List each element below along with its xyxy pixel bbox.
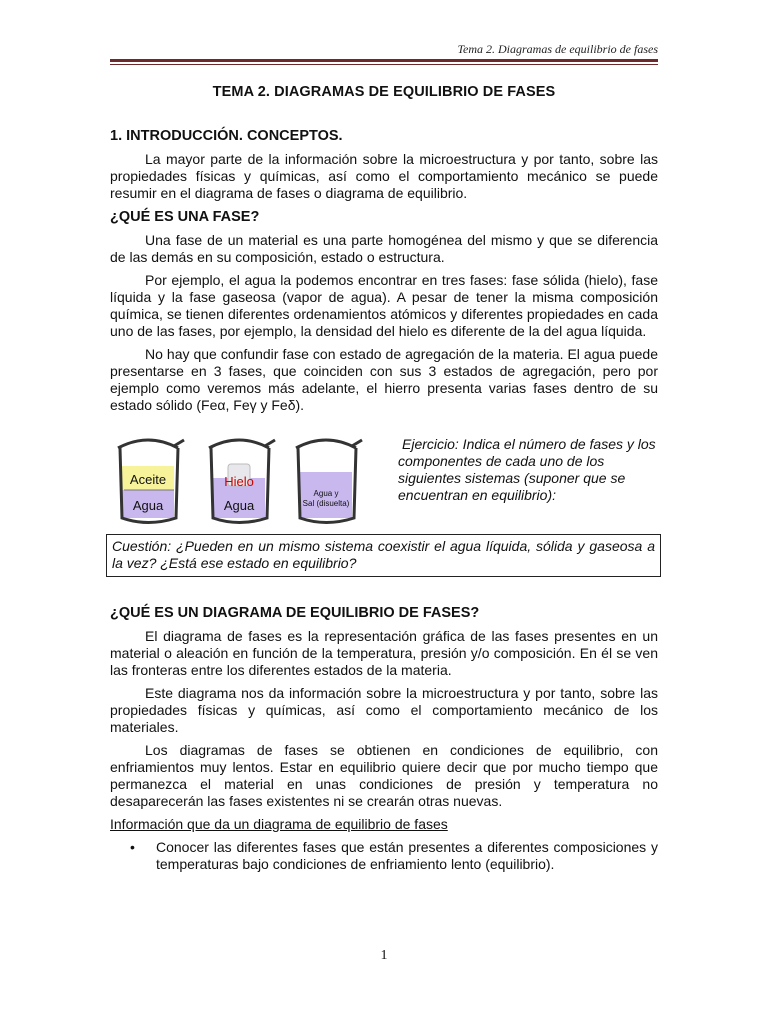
page-content: [110, 84, 658, 873]
beaker-ice-water: [209, 440, 275, 523]
section-heading-fase: ¿QUÉ ES UNA FASE?: [110, 209, 260, 225]
beaker3-label-line1: Agua y: [313, 489, 339, 498]
beaker2-bottom-label: Agua: [223, 498, 255, 513]
beakers-illustration: [112, 426, 394, 528]
beaker-saltwater: [296, 440, 362, 523]
paragraph: Este diagrama nos da información sobre la microestructura y por tanto, sobre las propiedades físicas y químicas, así como el comportamiento mecánico de los materiales.: [110, 685, 658, 735]
exercise-text: Ejercicio: Indica el número de fases y los componentes de cada uno de los siguientes sistemas (suponer que se encuentran en equilibrio):: [398, 436, 656, 503]
subheading-informacion: Información que da un diagrama de equilibrio de fases: [110, 816, 448, 832]
bullet-list: [110, 839, 658, 873]
running-header: Tema 2. Diagramas de equilibrio de fases: [457, 42, 658, 56]
page-number: 1: [380, 948, 388, 963]
paragraph: La mayor parte de la información sobre la microestructura y por tanto, sobre las propiedades físicas y químicas, así como el comportamiento mecánico se puede resumir en el diagrama de fases o diagrama de equilibrio.: [110, 151, 658, 201]
list-item-text: Conocer las diferentes fases que están presentes a diferentes composiciones y temperaturas bajo condiciones de enfriamiento lento (equilibrio).: [156, 839, 658, 872]
paragraph: Los diagramas de fases se obtienen en condiciones de equilibrio, con enfriamientos muy lentos. Estar en equilibrio quiere decir que por mucho tiempo que permanezca el material en unas condiciones de presión y temperatura no desaparecerán las fases existentes ni se crearán otras nuevas.: [110, 742, 658, 809]
beaker3-label-line2: Sal (disuelta): [302, 499, 350, 508]
bullet-icon: •: [130, 839, 135, 855]
section-heading-diagrama: ¿QUÉ ES UN DIAGRAMA DE EQUILIBRIO DE FASES?: [110, 605, 480, 621]
beaker2-top-label: Hielo: [224, 474, 254, 489]
paragraph: Por ejemplo, el agua la podemos encontrar en tres fases: fase sólida (hielo), fase líquida y la fase gaseosa (vapor de agua). A pesar de tener la misma composición química, se tienen diferentes ordenamientos atómicos y diferentes propiedades en cada uno de las fases, por ejemplo, la densidad del hielo es diferente de la del agua líquida.: [110, 272, 658, 339]
section-heading-introduccion: 1. INTRODUCCIÓN. CONCEPTOS.: [110, 128, 343, 144]
header-rule-thin: [110, 64, 658, 65]
document-title: TEMA 2. DIAGRAMAS DE EQUILIBRIO DE FASES: [212, 84, 556, 100]
beaker1-bottom-label: Agua: [132, 498, 164, 513]
beakers-figure: [110, 426, 658, 528]
header-rule-thick: [110, 59, 658, 62]
beaker1-top-label: Aceite: [129, 472, 167, 487]
question-box: Cuestión: ¿Pueden en un mismo sistema coexistir el agua líquida, sólida y gaseosa a la vez? ¿Está ese estado en equilibrio?: [106, 534, 661, 577]
beaker-oil-water: [118, 440, 184, 523]
paragraph: No hay que confundir fase con estado de agregación de la materia. El agua puede presentarse en 3 fases, que coinciden con sus 3 estados de agregación, pero por ejemplo como veremos más adelante, el hierro presenta varias fases dentro de su estado sólido (Feα, Feγ y Feδ).: [110, 346, 658, 413]
list-item: [110, 839, 658, 873]
paragraph: Una fase de un material es una parte homogénea del mismo y que se diferencia de las demás en su composición, estado o estructura.: [110, 232, 658, 265]
paragraph: El diagrama de fases es la representación gráfica de las fases presentes en un material o aleación en función de la temperatura, presión y/o composición. En él se ven las fronteras entre los diferentes estados de la materia.: [110, 628, 658, 678]
